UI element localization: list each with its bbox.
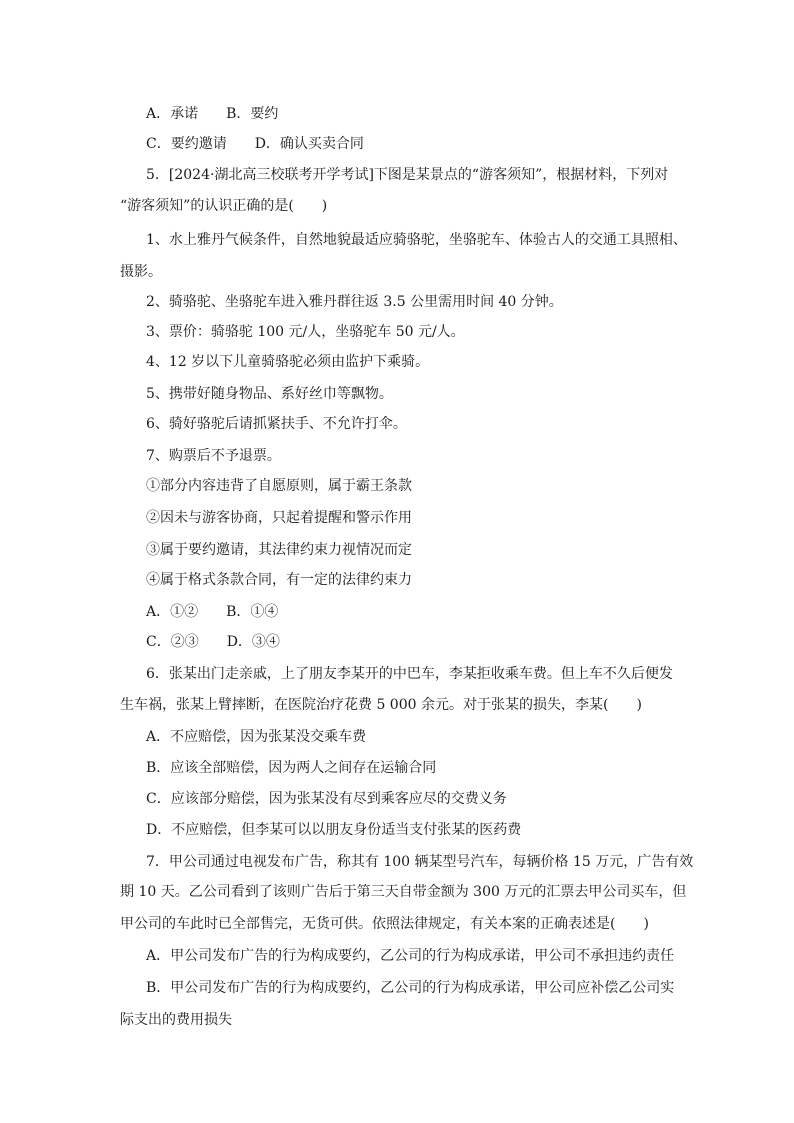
q5-notice-item: 5、携带好随身物品、系好丝巾等飘物。	[146, 386, 393, 402]
q5-notice-item: 7、购票后不予退票。	[146, 448, 281, 464]
q5-stem-line-2: “游客须知”的认识正确的是( )	[120, 198, 328, 214]
q5-stem-line-1: 5．[2024·湖北高三校联考开学考试]下图是某景点的“游客须知”，根据材料，下列对	[146, 167, 669, 183]
q7-stem-line-3: 甲公司的车此时已全部售完，无货可供。依照法律规定，有关本案的正确表述是( )	[120, 916, 649, 932]
q6-stem-line-2: 生车祸，张某上臂摔断，在医院治疗花费 5 000 余元。对于张某的损失，李某( )	[120, 697, 642, 713]
q5-notice-item: 4、12 岁以下儿童骑骆驼必须由监护下乘骑。	[146, 354, 430, 370]
q6-option: B．应该全部赔偿，因为两人之间存在运输合同	[146, 760, 437, 776]
q6-option: D．不应赔偿，但李某可以以朋友身份适当支付张某的医药费	[146, 822, 522, 838]
q7-option-b-line-1: B．甲公司发布广告的行为构成要约，乙公司的行为构成承诺，甲公司应补偿乙公司实	[146, 980, 675, 996]
q5-statement: ②因未与游客协商，只起着提醒和警示作用	[146, 510, 412, 526]
q5-notice-item: 摄影。	[120, 264, 162, 280]
q4-options-row-1: A．承诺 B．要约	[146, 106, 279, 122]
q5-notice-item: 6、骑好骆驼后请抓紧扶手、不允许打伞。	[146, 416, 407, 432]
q7-option-a: A．甲公司发布广告的行为构成要约，乙公司的行为构成承诺，甲公司不承担违约责任	[146, 948, 675, 964]
q5-notice-item: 1、水上雅丹气候条件，自然地貌最适应骑骆驼，坐骆驼车、体验古人的交通工具照相、	[146, 232, 687, 248]
q6-option: C．应该部分赔偿，因为张某没有尽到乘客应尽的交费义务	[146, 791, 507, 807]
q5-options-row-1: A．①② B．①④	[146, 604, 279, 620]
q5-statement: ③属于要约邀请，其法律约束力视情况而定	[146, 542, 412, 558]
q5-statement: ①部分内容违背了自愿原则，属于霸王条款	[146, 478, 412, 494]
q6-option: A．不应赔偿，因为张某没交乘车费	[146, 729, 367, 745]
q6-stem-line-1: 6．张某出门走亲戚，上了朋友李某开的中巴车，李某拒收乘车费。但上车不久后便发	[146, 666, 673, 682]
q5-notice-item: 3、票价：骑骆驼 100 元/人，坐骆驼车 50 元/人。	[146, 324, 465, 340]
q4-options-row-2: C．要约邀请 D．确认买卖合同	[146, 136, 364, 152]
q7-stem-line-2: 期 10 天。乙公司看到了该则广告后于第三天自带金额为 300 万元的汇票去甲公司买车，但	[120, 884, 687, 900]
q5-statement: ④属于格式条款合同，有一定的法律约束力	[146, 572, 412, 588]
q5-notice-item: 2、骑骆驼、坐骆驼车进入雅丹群往返 3.5 公里需用时间 40 分钟。	[146, 294, 563, 310]
q7-stem-line-1: 7．甲公司通过电视发布广告，称其有 100 辆某型号汽车，每辆价格 15 万元，广告有效	[146, 854, 694, 870]
q5-options-row-2: C．②③ D．③④	[146, 634, 280, 650]
q7-option-b-line-2: 际支出的费用损失	[120, 1012, 232, 1028]
